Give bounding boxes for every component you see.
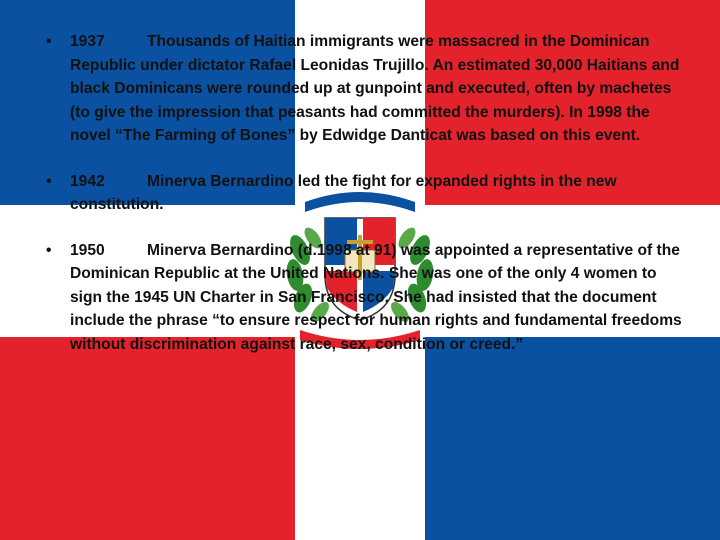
timeline-item-1942	[44, 170, 684, 217]
timeline-list	[44, 30, 684, 356]
timeline-year: 1937	[70, 33, 105, 50]
timeline-year: 1950	[70, 241, 105, 259]
timeline-item-1937	[44, 30, 684, 148]
timeline-text: Minerva Bernardino led the fight for expanded rights in the new constitution.	[70, 172, 617, 213]
timeline-item-1950	[44, 239, 684, 357]
slide-content	[44, 30, 684, 378]
timeline-text: Minerva Bernardino (d.1998 at 91) was appointed a representative of the Dominican Republic at the United Nations. She was one of the only 4 women to sign the 1945 UN Charter in San Francisco. She had insisted that the document include the phrase “to ensure respect for human rights and fundamental freedoms without discrimination against race, sex, condition or creed.”	[70, 241, 682, 353]
timeline-text: Thousands of Haitian immigrants were massacred in the Dominican Republic under dictator Rafael Leonidas Trujillo. An estimated 30,000 Haitians and black Dominicans were rounded up at gunpoint and executed, often by machetes (to give the impression that peasants had committed the murders). In 1998 the novel “The Farming of Bones” by Edwidge Danticat was based on this event.	[70, 33, 680, 144]
timeline-year: 1942	[70, 172, 105, 190]
